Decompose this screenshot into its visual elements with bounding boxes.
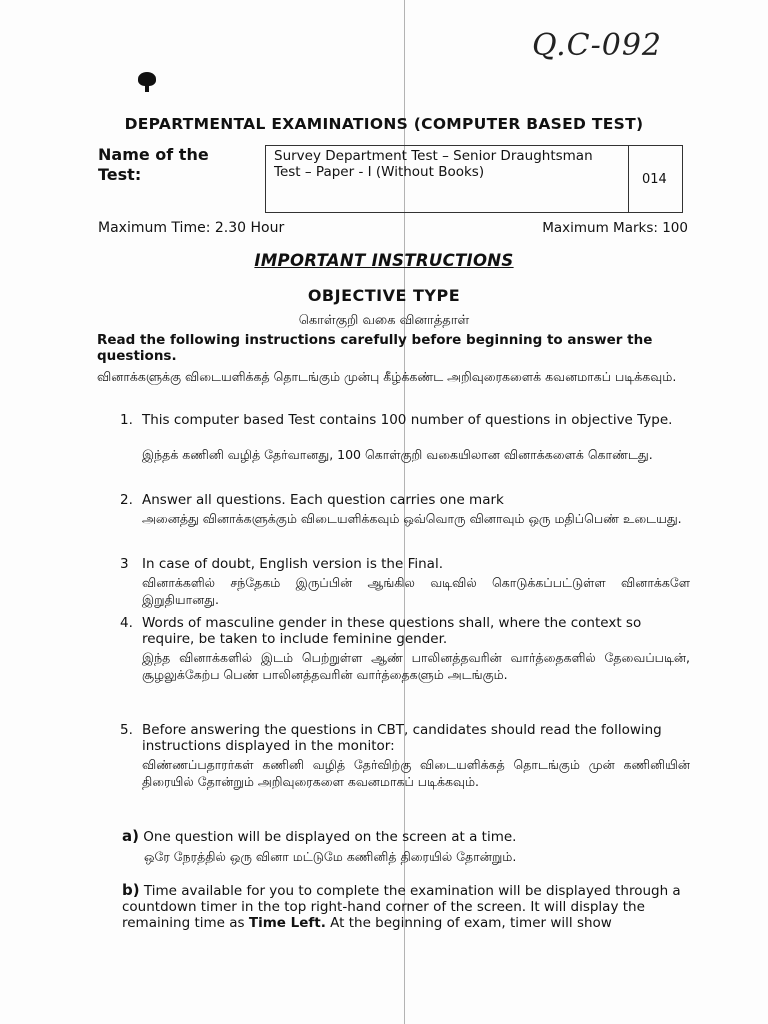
handwritten-code: Q.C-092 [532, 28, 662, 63]
sub-instruction-b [122, 882, 690, 931]
instruction-ta: விண்ணப்பதாரர்கள் கணினி வழித் தேர்விற்கு விடையளிக்கத் தொடங்கும் முன் கணினியின் திரையில் தோன்றும் அறிவுரைகளை கவனமாகப் படிக்கவும். [142, 757, 690, 789]
instruction-en: In case of doubt, English version is the Final. [142, 556, 443, 572]
test-code: 014 [642, 172, 667, 187]
instruction-en: Answer all questions. Each question carries one mark [142, 492, 504, 508]
instruction-number: 2. [120, 492, 133, 508]
max-time: Maximum Time: 2.30 Hour [98, 220, 285, 236]
ink-mark [138, 72, 156, 86]
sub-instruction-a [122, 828, 690, 865]
instruction-number: 3 [120, 556, 129, 572]
sub-text-en: One question will be displayed on the screen at a time. [143, 829, 517, 845]
important-title: IMPORTANT INSTRUCTIONS [254, 251, 514, 270]
max-marks: Maximum Marks: 100 [542, 220, 688, 236]
sub-text-en: Time available for you to complete the examination will be displayed through a countdown timer in the top right-hand corner of the screen. It will display the remaining time as [122, 883, 681, 931]
sub-text-bold: Time Left. [248, 915, 326, 931]
read-instructions-ta: வினாக்களுக்கு விடையளிக்கத் தொடங்கும் முன்பு கீழ்க்கண்ட அறிவுரைகளைக் கவனமாகப் படிக்கவும். [97, 369, 677, 384]
sub-label: b) [122, 881, 140, 899]
instruction-en: Words of masculine gender in these questions shall, where the context so require, be taken to include feminine gender. [142, 615, 642, 647]
instruction-ta: இந்தக் கணினி வழித் தேர்வானது, 100 கொள்குறி வகையிலான வினாக்களைக் கொண்டது. [142, 447, 653, 462]
instruction-en: Before answering the questions in CBT, candidates should read the following instructions displayed in the monitor: [142, 722, 662, 754]
objective-title: OBJECTIVE TYPE [307, 286, 461, 305]
instruction-number: 1. [120, 412, 133, 428]
test-name-box [265, 145, 683, 213]
test-name-label: Name of the Test: [98, 145, 209, 184]
instruction-ta: இந்த வினாக்களில் இடம் பெற்றுள்ள ஆண் பாலினத்தவரின் வார்த்தைகளில் தேவைப்படின், சூழலுக்கேற்ப பெண் பாலினத்தவரின் வார்த்தைகளும் அடங்கும். [142, 650, 690, 682]
instruction-ta: வினாக்களில் சந்தேகம் இருப்பின் ஆங்கில வடிவில் கொடுக்கப்பட்டுள்ள வினாக்களே இறுதியானது. [142, 575, 690, 607]
instruction-number: 5. [120, 722, 133, 738]
sub-text-ta: ஒரே நேரத்தில் ஒரு வினா மட்டுமே கணினித் திரையில் தோன்றும். [144, 849, 517, 864]
instruction-ta: அனைத்து வினாக்களுக்கும் விடையளிக்கவும் ஒவ்வொரு வினாவும் ஒரு மதிப்பெண் உடையது. [142, 511, 682, 526]
page-heading: DEPARTMENTAL EXAMINATIONS (COMPUTER BASED TEST) [124, 115, 644, 133]
sub-label: a) [122, 827, 139, 845]
objective-title-tamil: கொள்குறி வகை வினாத்தாள் [298, 313, 470, 328]
test-code-cell [628, 146, 683, 212]
test-name: Survey Department Test – Senior Draughtsman Test – Paper - I (Without Books) [274, 148, 593, 180]
instruction-en: This computer based Test contains 100 number of questions in objective Type. [142, 412, 673, 428]
instruction-number: 4. [120, 615, 133, 631]
read-instructions-en: Read the following instructions carefully before beginning to answer the questions. [97, 332, 653, 364]
sub-text-en-cont: At the beginning of exam, timer will show [330, 915, 612, 931]
